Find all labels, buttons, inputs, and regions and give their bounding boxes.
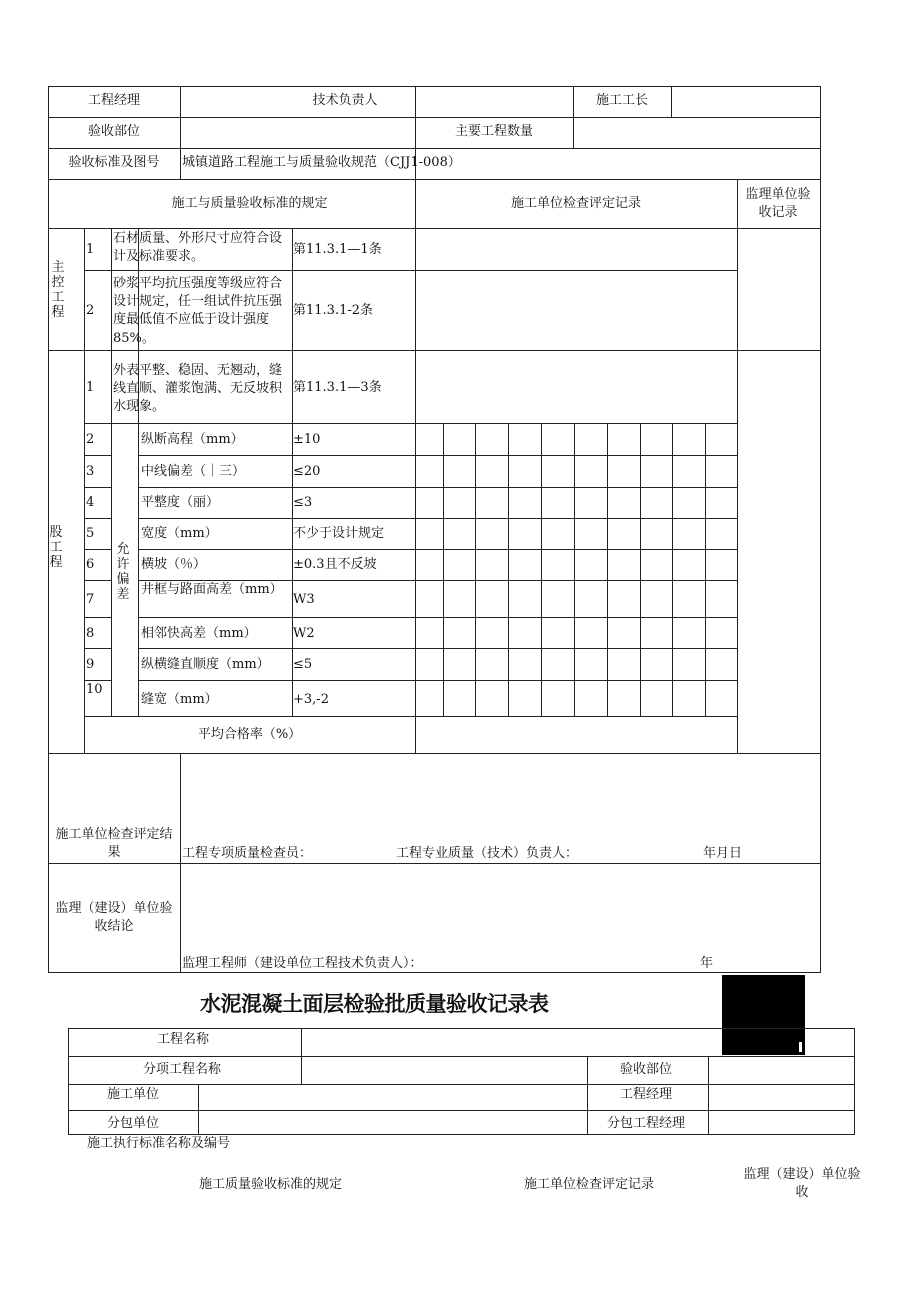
tolerance-no: 9: [86, 657, 95, 672]
quality-lead-label: 工程专业质量（技术）负责人：: [396, 846, 579, 861]
supervisor-engineer-label: 监理工程师（建设单位工程技术负责人）：: [182, 956, 423, 971]
tolerance-value: +3,-2: [293, 692, 329, 707]
standard-label: 验收标准及图号: [68, 155, 160, 170]
main-item-no: 1: [86, 242, 95, 257]
main-item-no: 2: [86, 303, 95, 318]
table2-title: 水泥混凝土面层检验批质量验收记录表: [200, 992, 549, 1016]
tolerance-no: 3: [86, 464, 95, 479]
supervisor-result-label: 监理（建设）单位验收结论: [55, 901, 173, 935]
tolerance-no: 5: [86, 526, 95, 541]
subcontractor-label: 分包单位: [107, 1116, 160, 1131]
general-label: 股工程: [49, 525, 63, 570]
t2-spec-header: 施工质量验收标准的规定: [199, 1177, 343, 1192]
tolerance-name: 纵断高程（mm）: [141, 432, 244, 447]
project-manager-label: 工程经理: [87, 93, 140, 108]
tolerance-value: ≤3: [293, 495, 313, 510]
tolerance-name: 横坡（％）: [141, 557, 207, 572]
site-foreman-label: 施工工长: [595, 93, 648, 108]
deviation-label: 允许偏差: [116, 542, 130, 602]
main-item-desc: 砂浆平均抗压强度等级应符合设计规定，任一组试件抗压强度最低值不应低于设计强度85%。: [113, 276, 283, 346]
contractor-record-header: 施工单位检查评定记录: [510, 196, 641, 211]
main-item-ref: 第11.3.1—1条: [293, 242, 382, 257]
supervisor-record-header: 监理单位验收记录: [745, 187, 811, 221]
t2-acceptance-part-label: 验收部位: [620, 1062, 673, 1077]
project-name-label: 工程名称: [157, 1032, 210, 1047]
main-item-ref: 第11.3.1-2条: [293, 303, 374, 318]
t2-contractor-record-header: 施工单位检查评定记录: [524, 1177, 655, 1192]
tolerance-no: 6: [86, 557, 95, 572]
main-item-desc: 石材质量、外形尺寸应符合设计及标准要求。: [113, 231, 283, 265]
tolerance-value: ≤20: [293, 464, 321, 479]
tolerance-name: 中线偏差（｜三）: [141, 464, 246, 479]
tolerance-name: 缝宽（mm）: [141, 692, 218, 707]
tolerance-value: 不少于设计规定: [293, 526, 385, 541]
tolerance-value: ±10: [293, 432, 321, 447]
tolerance-no: 7: [86, 592, 95, 607]
supervisor-date-label: 年: [700, 956, 714, 971]
inspector-label: 工程专项质量检查员：: [182, 846, 313, 861]
t2-supervisor-header: 监理（建设）单位验收: [743, 1167, 861, 1201]
tolerance-no: 4: [86, 495, 95, 510]
t2-project-manager-label: 工程经理: [620, 1087, 673, 1102]
tolerance-name: 宽度（mm）: [141, 526, 218, 541]
tolerance-no: 2: [86, 432, 95, 447]
sub-manager-label: 分包工程经理: [607, 1116, 686, 1131]
tolerance-name: 平整度（丽）: [141, 495, 220, 510]
main-control-label: 主控工程: [51, 260, 65, 320]
sub-project-label: 分项工程名称: [143, 1062, 222, 1077]
standard-value: 城镇道路工程施工与质量验收规范（CJJ1-008）: [182, 155, 461, 170]
tolerance-value: W2: [293, 626, 315, 641]
pass-rate-label: 平均合格率（%）: [197, 727, 302, 742]
tolerance-name: 井框与路面高差（mm）: [141, 582, 283, 597]
tech-lead-label: 技术负责人: [312, 93, 378, 108]
tolerance-value: W3: [293, 592, 315, 607]
tolerance-value: ±0.3且不反坡: [293, 557, 377, 572]
tolerance-value: ≤5: [293, 657, 313, 672]
contractor-date-label: 年月日: [703, 846, 743, 861]
acceptance-part-label: 验收部位: [87, 124, 140, 139]
general-item-no: 1: [86, 380, 95, 395]
contractor-result-label: 施工单位检查评定结果: [55, 827, 173, 861]
spec-header: 施工与质量验收标准的规定: [171, 196, 328, 211]
tolerance-no: 10: [86, 682, 103, 697]
exec-standard-label: 施工执行标准名称及编号: [87, 1136, 231, 1151]
tolerance-name: 相邻快高差（mm）: [141, 626, 257, 641]
redaction-block: [722, 975, 805, 1055]
tolerance-name: 纵横缝直顺度（mm）: [141, 657, 270, 672]
general-item-ref: 第11.3.1—3条: [293, 380, 382, 395]
contractor-label: 施工单位: [107, 1087, 160, 1102]
main-quantity-label: 主要工程数量: [454, 124, 533, 139]
general-item-desc: 外表平整、稳固、无翘动，缝线直顺、灌浆饱满、无反坡积水现象。: [113, 363, 283, 415]
tolerance-no: 8: [86, 626, 95, 641]
